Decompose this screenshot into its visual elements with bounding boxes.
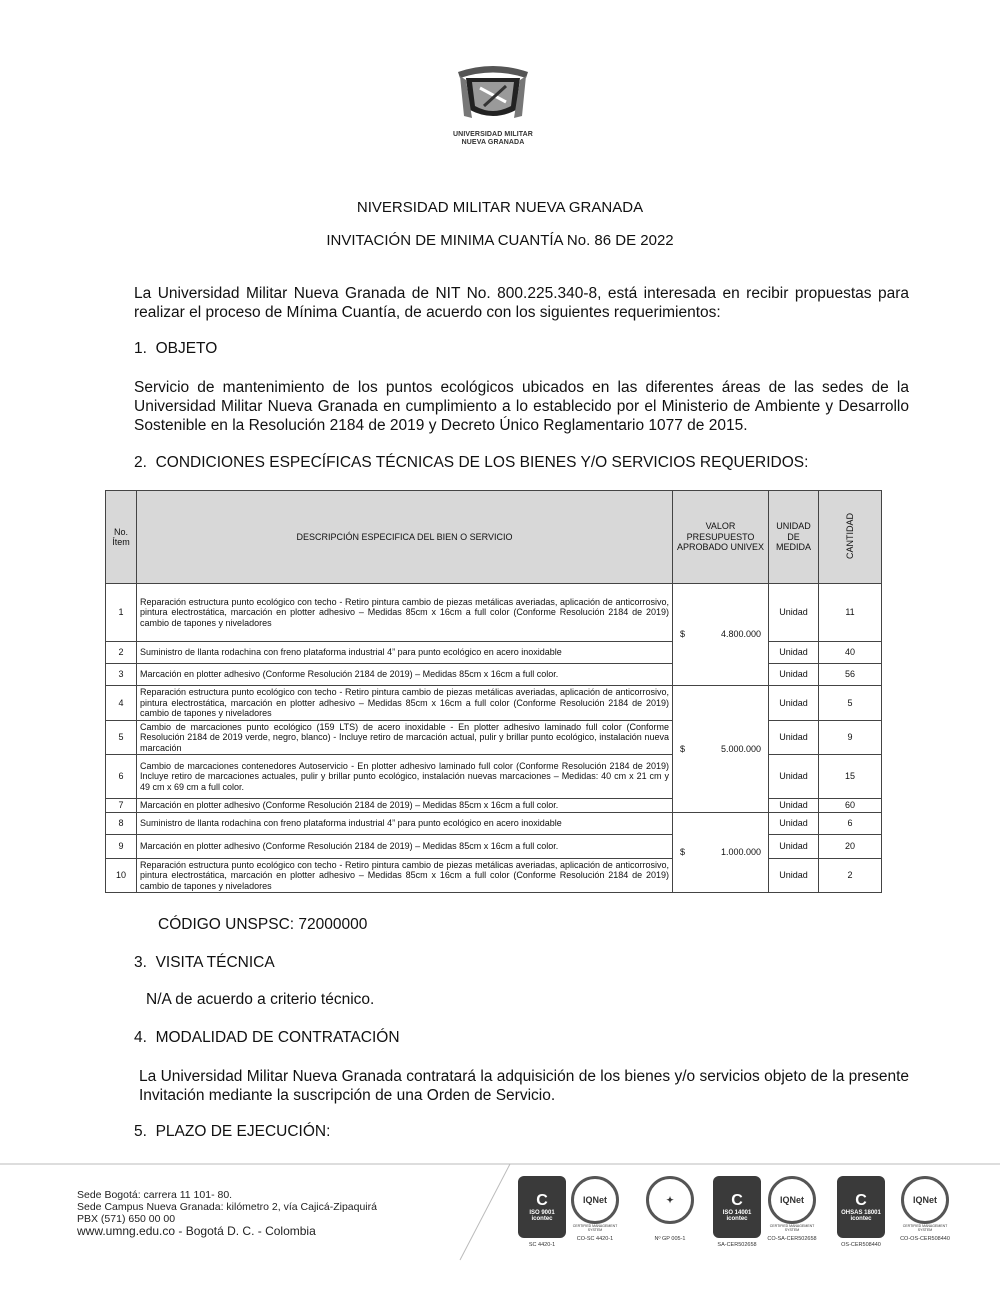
iqnet-icon: IQNet <box>768 1176 816 1224</box>
section-4-heading <box>134 1029 400 1047</box>
cert-brand: CERTIFIED MANAGEMENT SYSTEM <box>769 1224 815 1232</box>
requirements-table <box>105 490 882 893</box>
table-row <box>106 812 882 834</box>
row-unit: Unidad <box>769 664 819 686</box>
row-quantity: 60 <box>819 799 882 813</box>
shield-icon <box>452 58 534 130</box>
cert-code: CO-SC 4420-1 <box>576 1236 614 1242</box>
currency-symbol: $ <box>680 743 686 754</box>
header-item: No. Ítem <box>106 491 137 584</box>
cert-code: SC 4420-1 <box>528 1242 556 1248</box>
budget-value: 5.000.000 <box>720 743 761 754</box>
row-description: Reparación estructura punto ecológico con techo - Retiro pintura cambio de piezas metálicas averiadas, aplicación de anticorrosivo, pintura electrostática, marcación en plotter adhesivo – Medidas 85cm x 16cm a full color (Conforme Resolución 2184 de 2019) cambio de tapones y niveladores <box>137 584 673 642</box>
row-unit: Unidad <box>769 812 819 834</box>
section-2-heading <box>134 454 808 472</box>
footer-website[interactable]: www.umng.edu.co - Bogotá D. C. - Colombia <box>77 1224 316 1238</box>
row-quantity: 15 <box>819 755 882 799</box>
row-description: Reparación estructura punto ecológico con techo - Retiro pintura cambio de piezas metálicas averiadas, aplicación de anticorrosivo, pintura electrostática, marcación en plotter adhesivo – Medidas 85cm x 16cm a full color (Conforme Resolución 2184 de 2019) cambio de tapones y niveladores <box>137 858 673 893</box>
header-value: VALOR PRESUPUESTO APROBADO UNIVEX <box>673 491 769 584</box>
iqnet-icon: IQNet <box>571 1176 619 1224</box>
section-4-number: 4. <box>134 1029 147 1046</box>
row-quantity: 11 <box>819 584 882 642</box>
header-quantity <box>819 491 882 584</box>
budget-cell-1 <box>673 584 769 686</box>
map-seal-icon: ✦ <box>646 1176 694 1224</box>
row-quantity: 5 <box>819 686 882 721</box>
row-unit: Unidad <box>769 584 819 642</box>
row-item-number: 6 <box>106 755 137 799</box>
section-5-number: 5. <box>134 1123 147 1140</box>
row-description: Suministro de llanta rodachina con freno plataforma industrial 4” para punto ecológico en acero inoxidable <box>137 812 673 834</box>
cert-code: Nº GP 005-1 <box>654 1236 686 1242</box>
document-title: NIVERSIDAD MILITAR NUEVA GRANADA <box>356 199 644 216</box>
budget-value: 1.000.000 <box>720 847 761 857</box>
unspsc-code: CÓDIGO UNSPSC: 72000000 <box>158 916 368 933</box>
section-3-number: 3. <box>134 954 147 971</box>
section-3-heading <box>134 954 275 972</box>
cert-iso14001 <box>712 1176 762 1248</box>
header-unit: UNIDAD DE MEDIDA <box>769 491 819 584</box>
budget-cell-2 <box>673 686 769 813</box>
table-header-row <box>106 491 882 584</box>
footer-address <box>77 1189 377 1237</box>
cert-gp <box>645 1176 695 1242</box>
footer-address-campus: Sede Campus Nueva Granada: kilómetro 2, vía Cajicá-Zipaquirá <box>77 1201 377 1213</box>
logo-line1: UNIVERSIDAD MILITAR <box>453 131 533 138</box>
logo-line2: NUEVA GRANADA <box>461 139 525 146</box>
row-unit: Unidad <box>769 799 819 813</box>
row-quantity: 56 <box>819 664 882 686</box>
header-quantity-label: CANTIDAD <box>844 512 855 559</box>
section-1-text: Servicio de mantenimiento de los puntos ecológicos ubicados en las diferentes áreas de las sedes de la Universidad Militar Nueva Granada en cumplimiento a lo establecido por el Ministerio de Ambiente y Desarrollo Sostenible en la Resolución 2184 de 2019 y Decreto Único Reglamentario 1077 de 2015. <box>134 379 909 434</box>
budget-value: 4.800.000 <box>720 629 761 640</box>
icontec-icon: C OHSAS 18001 icontec <box>837 1176 885 1238</box>
cert-ohsas <box>836 1176 886 1248</box>
footer-phone: PBX (571) 650 00 00 <box>77 1213 176 1225</box>
cert-iqnet-sc <box>570 1176 620 1242</box>
currency-symbol: $ <box>680 847 686 857</box>
row-unit: Unidad <box>769 720 819 755</box>
row-description: Marcación en plotter adhesivo (Conforme Resolución 2184 de 2019) – Medidas 85cm x 16cm a full color. <box>137 664 673 686</box>
row-quantity: 20 <box>819 834 882 858</box>
currency-symbol: $ <box>680 629 686 640</box>
row-unit: Unidad <box>769 642 819 664</box>
row-item-number: 2 <box>106 642 137 664</box>
row-quantity: 9 <box>819 720 882 755</box>
section-1-title: OBJETO <box>155 340 218 357</box>
section-2-title: CONDICIONES ESPECÍFICAS TÉCNICAS DE LOS BIENES Y/O SERVICIOS REQUERIDOS: <box>155 454 809 471</box>
iqnet-icon: IQNet <box>901 1176 949 1224</box>
section-3-text: N/A de acuerdo a criterio técnico. <box>146 991 375 1008</box>
section-3-title: VISITA TÉCNICA <box>155 954 275 971</box>
row-description: Cambio de marcaciones contenedores Autoservicio - En plotter adhesivo laminado full color (Conforme Resolución 2184 de 2019) Incluye retiro de marcaciones actuales, pulir y brillar punto ecológico, instalación nuevas marcaciones – Medidas: 40 cm x 21 cm y 49 cm x 69 cm a full color. <box>137 755 673 799</box>
footer-address-bogota: Sede Bogotá: carrera 11 101- 80. <box>77 1189 233 1201</box>
cert-code: CO-OS-CER508440 <box>900 1236 950 1242</box>
cert-code: SA-CER502658 <box>717 1242 757 1248</box>
section-4-title: MODALIDAD DE CONTRATACIÓN <box>155 1029 400 1046</box>
cert-code: OS-CER508440 <box>841 1242 881 1248</box>
header-description: DESCRIPCIÓN ESPECIFICA DEL BIEN O SERVICIO <box>137 491 673 584</box>
row-item-number: 9 <box>106 834 137 858</box>
cert-iqnet-os <box>900 1176 950 1242</box>
row-item-number: 10 <box>106 858 137 893</box>
row-quantity: 40 <box>819 642 882 664</box>
invitation-title: INVITACIÓN DE MINIMA CUANTÍA No. 86 DE 2022 <box>326 232 674 249</box>
budget-cell-3 <box>673 812 769 893</box>
row-description: Suministro de llanta rodachina con freno plataforma industrial 4” para punto ecológico en acero inoxidable <box>137 642 673 664</box>
row-unit: Unidad <box>769 686 819 721</box>
icontec-icon: C ISO 9001 icontec <box>518 1176 566 1238</box>
section-1-heading <box>134 340 217 358</box>
row-item-number: 8 <box>106 812 137 834</box>
row-quantity: 6 <box>819 812 882 834</box>
icontec-icon: C ISO 14001 icontec <box>713 1176 761 1238</box>
row-unit: Unidad <box>769 755 819 799</box>
row-item-number: 7 <box>106 799 137 813</box>
section-5-title: PLAZO DE EJECUCIÓN: <box>155 1123 331 1140</box>
row-description: Reparación estructura punto ecológico con techo - Retiro pintura cambio de piezas metálicas averiadas, aplicación de anticorrosivo, pintura electrostática, marcación en plotter adhesivo – Medidas 85cm x 16cm a full color (Conforme Resolución 2184 de 2019) cambio de tapones y niveladores <box>137 686 673 721</box>
row-item-number: 5 <box>106 720 137 755</box>
row-description: Marcación en plotter adhesivo (Conforme Resolución 2184 de 2019) – Medidas 85cm x 16cm a full color. <box>137 834 673 858</box>
table-row <box>106 584 882 642</box>
section-5-heading <box>134 1123 330 1141</box>
row-unit: Unidad <box>769 858 819 893</box>
row-unit: Unidad <box>769 834 819 858</box>
row-item-number: 4 <box>106 686 137 721</box>
row-description: Marcación en plotter adhesivo (Conforme Resolución 2184 de 2019) – Medidas 85cm x 16cm a full color. <box>137 799 673 813</box>
section-2-number: 2. <box>134 454 147 471</box>
cert-code: CO-SA-CER502658 <box>767 1236 817 1242</box>
section-1-number: 1. <box>134 340 147 357</box>
row-item-number: 3 <box>106 664 137 686</box>
section-4-text: La Universidad Militar Nueva Granada contratará la adquisición de los bienes y/o servicios objeto de la presente Invitación mediante la suscripción de una Orden de Servicio. <box>139 1068 909 1104</box>
row-quantity: 2 <box>819 858 882 893</box>
cert-brand: CERTIFIED MANAGEMENT SYSTEM <box>902 1224 948 1232</box>
cert-brand: CERTIFIED MANAGEMENT SYSTEM <box>572 1224 618 1232</box>
cert-iqnet-sa <box>767 1176 817 1242</box>
row-item-number: 1 <box>106 584 137 642</box>
table-row <box>106 686 882 721</box>
intro-paragraph: La Universidad Militar Nueva Granada de NIT No. 800.225.340-8, está interesada en recibir propuestas para realizar el proceso de Mínima Cuantía, de acuerdo con los siguientes requerimientos: <box>134 285 909 321</box>
logo-wordmark <box>452 131 534 147</box>
row-description: Cambio de marcaciones punto ecológico (159 LTS) de acero inoxidable - En plotter adhesivo laminado full color (Conforme Resolución 2184 de 2019 verde, negro, blanco) - Incluye retiro de marcación actual, pulir y brillar punto ecológico, instalación nueva marcación <box>137 720 673 755</box>
cert-iso9001 <box>517 1176 567 1248</box>
